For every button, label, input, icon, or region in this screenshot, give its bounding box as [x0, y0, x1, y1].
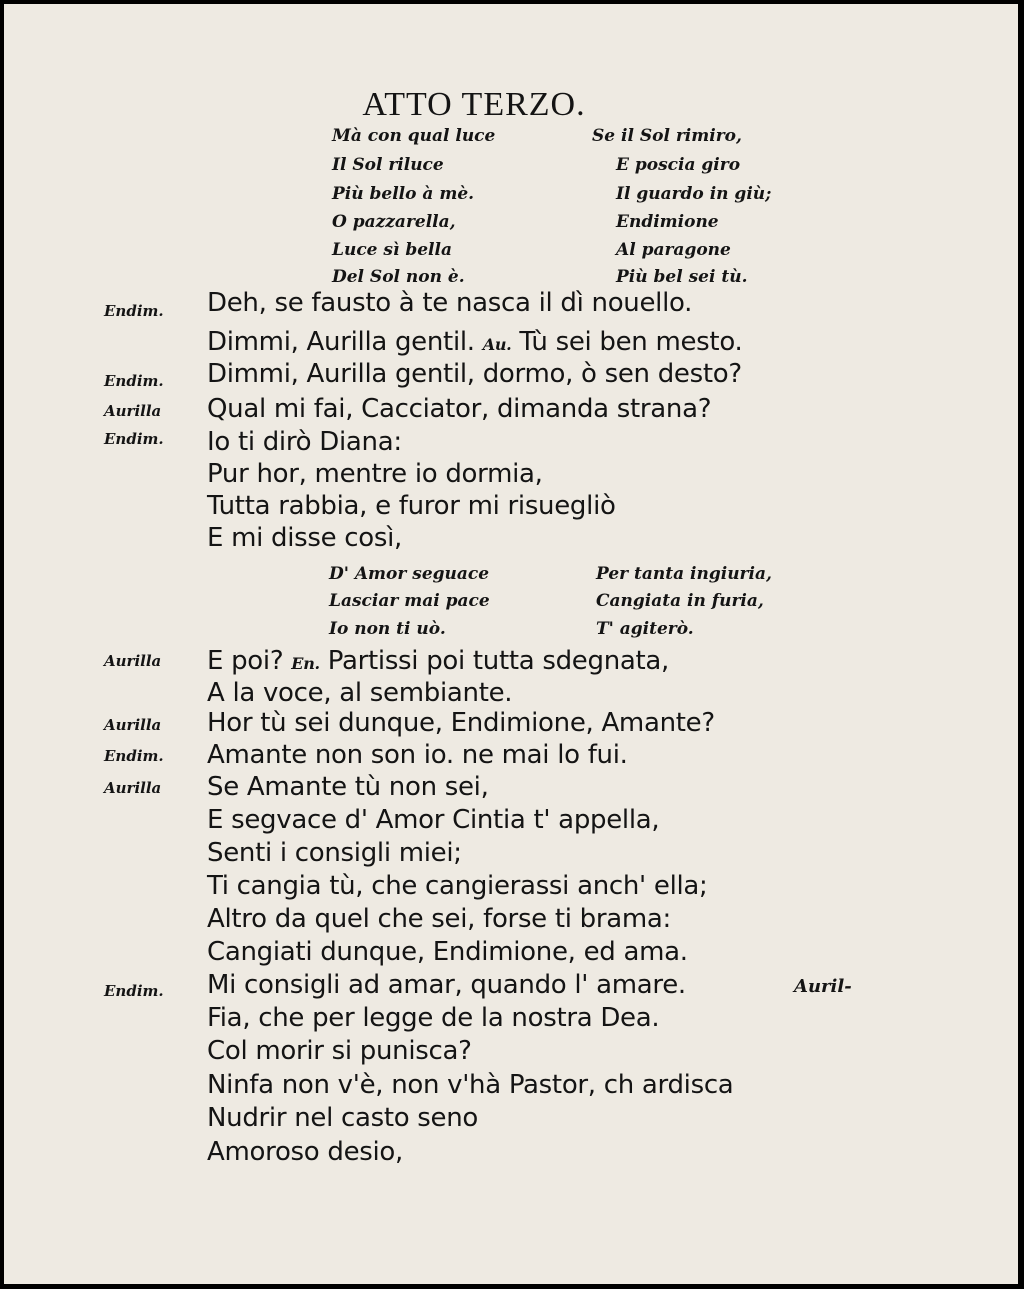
- book-page: [4, 4, 1018, 1284]
- dialogue-line: A la voce, al sembiante.: [207, 678, 513, 708]
- verse-line: Per tanta ingiuria,: [596, 564, 772, 584]
- inline-speaker: En.: [291, 654, 320, 673]
- dialogue-text: Tù sei ben mesto.: [519, 327, 743, 357]
- dialogue-line: [207, 646, 669, 676]
- dialogue-line: Amante non son io. ne mai lo fui.: [207, 740, 628, 770]
- dialogue-line: Hor tù sei dunque, Endimione, Amante?: [207, 708, 715, 738]
- speaker-label: Endim.: [104, 430, 164, 448]
- dialogue-text: Partissi poi tutta sdegnata,: [327, 646, 670, 676]
- dialogue-line: Qual mi fai, Cacciator, dimanda strana?: [207, 394, 712, 424]
- dialogue-line: E segvace d' Amor Cintia t' appella,: [207, 805, 660, 835]
- dialogue-line: Senti i consigli miei;: [207, 838, 462, 868]
- verse-line: D' Amor seguace: [329, 564, 490, 584]
- dialogue-line: Deh, se fausto à te nasca il dì nouello.: [207, 288, 693, 318]
- dialogue-line: Ti cangia tù, che cangierassi anch' ella;: [207, 871, 708, 901]
- verse-line: Più bello à mè.: [332, 184, 475, 204]
- page-header: ATTO TERZO.: [362, 86, 586, 123]
- verse-line: Al paragone: [616, 240, 731, 260]
- verse-line: Del Sol non è.: [332, 267, 465, 287]
- verse-line: Endimione: [616, 212, 719, 232]
- catchword: Auril-: [794, 976, 852, 997]
- verse-line: T' agiterò.: [596, 619, 694, 639]
- verse-line: E poscia giro: [616, 155, 741, 175]
- speaker-label: Endim.: [104, 302, 164, 320]
- dialogue-line: Mi consigli ad amar, quando l' amare.: [207, 970, 686, 1000]
- verse-line: Mà con qual luce: [332, 126, 496, 146]
- inline-speaker: Au.: [482, 335, 512, 354]
- dialogue-line: Se Amante tù non sei,: [207, 772, 489, 802]
- speaker-label: Aurilla: [104, 779, 162, 797]
- verse-line: Se il Sol rimiro,: [592, 126, 742, 146]
- verse-line: Il Sol riluce: [332, 155, 444, 175]
- verse-line: Luce sì bella: [332, 240, 452, 260]
- dialogue-line: Tutta rabbia, e furor mi risuegliò: [207, 491, 616, 521]
- speaker-label: Aurilla: [104, 402, 162, 420]
- verse-line: Lasciar mai pace: [329, 591, 490, 611]
- dialogue-line: Col morir si punisca?: [207, 1036, 472, 1066]
- dialogue-line: Altro da quel che sei, forse ti brama:: [207, 904, 671, 934]
- dialogue-text: E poi?: [207, 646, 284, 676]
- speaker-label: Endim.: [104, 747, 164, 765]
- dialogue-line: Io ti dirò Diana:: [207, 427, 402, 457]
- dialogue-line: Dimmi, Aurilla gentil, dormo, ò sen desto?: [207, 359, 742, 389]
- verse-line: Cangiata in furia,: [596, 591, 764, 611]
- speaker-label: Aurilla: [104, 652, 162, 670]
- speaker-label: Endim.: [104, 982, 164, 1000]
- dialogue-line: Ninfa non v'è, non v'hà Pastor, ch ardisca: [207, 1070, 734, 1100]
- dialogue-line: Nudrir nel casto seno: [207, 1103, 479, 1133]
- speaker-label: Endim.: [104, 372, 164, 390]
- dialogue-line: [207, 327, 742, 357]
- verse-line: Il guardo in giù;: [616, 184, 772, 204]
- verse-line: Io non ti uò.: [329, 619, 446, 639]
- dialogue-text: Dimmi, Aurilla gentil.: [207, 327, 475, 357]
- dialogue-line: E mi disse così,: [207, 523, 403, 553]
- speaker-label: Aurilla: [104, 716, 162, 734]
- dialogue-line: Cangiati dunque, Endimione, ed ama.: [207, 937, 688, 967]
- dialogue-line: Pur hor, mentre io dormia,: [207, 459, 543, 489]
- dialogue-line: Amoroso desio,: [207, 1137, 404, 1167]
- verse-line: O pazzarella,: [332, 212, 456, 232]
- verse-line: Più bel sei tù.: [616, 267, 748, 287]
- dialogue-line: Fia, che per legge de la nostra Dea.: [207, 1003, 660, 1033]
